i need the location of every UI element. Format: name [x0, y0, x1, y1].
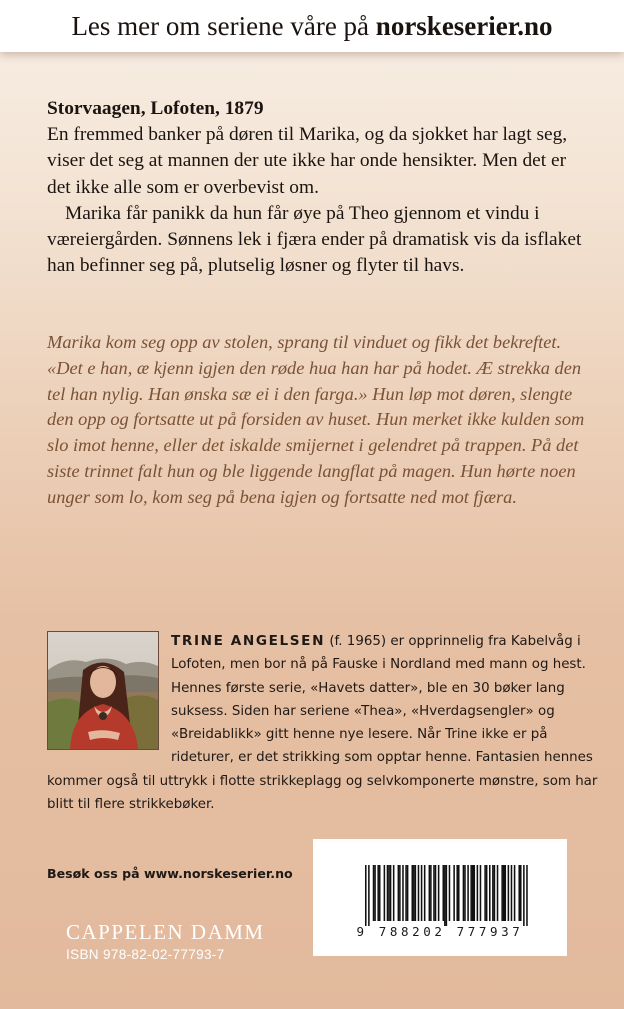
barcode-bar: [418, 865, 420, 921]
visit-website-text: Besøk oss på www.norskeserier.no: [47, 866, 293, 881]
barcode-bar: [458, 865, 460, 921]
barcode-bar: [373, 865, 375, 921]
blurb-paragraph-2: Marika får panikk da hun får øye på Theo gjennom et vindu i væreiergården. Sønnens lek i fjæra ender på dramatisk vis da isflaket han befinner seg på, plutselig løsner og flyter til havs.: [47, 202, 582, 277]
publisher-logo: CAPPELEN DAMM: [66, 920, 265, 944]
blurb-paragraph-1: En fremmed banker på døren til Marika, og da sjokket har lagt seg, viser det seg at mannen der ute ikke har onde hensikter. Men det er det ikke alle som er overbevist om.: [47, 124, 568, 198]
barcode-bar: [399, 865, 401, 921]
barcode-bar: [489, 865, 491, 921]
barcode-bar: [456, 865, 458, 921]
barcode-bar: [503, 865, 505, 921]
barcode-bar: [467, 865, 469, 921]
barcode-bar: [387, 865, 389, 921]
author-bio-text: (f. 1965) er opprinnelig fra Kabelvåg i Lofoten, men bor nå på Fauske i Nordland med mann og hest. Hennes første serie, «Havets datter», ble en 30 bøker lang suksess. Siden har seriene «Thea», «Hverdagsengler» og «Breidablikk» gitt henne nye lesere. Når Trine ikke er på rideturer, er det strikking som opptar henne. Fantasien hennes kommer også til uttrykk i flotte strikkeplagg og selvkomponerte mønstre, som har blitt til flere strikkebøker.: [47, 634, 598, 813]
blurb-heading: Storvaagen, Lofoten, 1879: [47, 98, 264, 119]
barcode-bar: [446, 865, 448, 926]
barcode-bar: [368, 865, 370, 926]
barcode-bar: [435, 865, 437, 921]
banner-text: Les mer om seriene våre på: [71, 11, 376, 41]
barcode-bar: [379, 865, 381, 921]
barcode-bar: [415, 865, 417, 921]
barcode-bar: [464, 865, 466, 921]
barcode-bar: [443, 865, 445, 921]
barcode-bar: [484, 865, 486, 921]
barcode-bar: [453, 865, 455, 921]
barcode-bar: [390, 865, 392, 921]
author-name: TRINE ANGELSEN: [171, 633, 326, 649]
barcode-bar: [511, 865, 513, 921]
barcode-bar: [480, 865, 482, 921]
photo-spacer: [47, 630, 171, 748]
banner-site[interactable]: norskeserier.no: [375, 11, 553, 41]
barcode-bar: [388, 865, 390, 921]
barcode-panel: [313, 839, 567, 956]
barcode-bar: [365, 865, 367, 926]
book-excerpt: Marika kom seg opp av stolen, sprang til vinduet og fikk det bekreftet. «Det e han, æ kjenn igjen den røde hua han har på hodet. Æ strekka den tel han nylig. Han ønska sæ ei i den farga.» Hun løp mot døren, slengte den opp og fortsatte ut på forsiden av huset. Hun merket ikke kulden som slo imot henne, eller det iskalde smijernet i gelendret på trappen. På det siste trinnet falt hun og ble liggende langflat på magen. Hun hørte noen unger som lo, kom seg på bena igjen og fortsatte ned mot fjæra.: [47, 332, 585, 507]
barcode-bar: [494, 865, 496, 921]
barcode-bar: [501, 865, 503, 921]
barcode-bar: [470, 865, 472, 921]
barcode-bar: [449, 865, 451, 921]
barcode-bar: [430, 865, 432, 921]
barcode-bar: [523, 865, 525, 926]
barcode-bar: [424, 865, 426, 921]
barcode-bar: [463, 865, 465, 921]
barcode-bar: [438, 865, 440, 921]
series-banner: [0, 0, 624, 52]
barcode-bar: [433, 865, 435, 921]
barcode-bar: [497, 865, 499, 921]
barcode-bar: [407, 865, 409, 921]
barcode-bar: [477, 865, 479, 921]
barcode-number: 9 788202 777937: [356, 924, 524, 939]
barcode-bar: [377, 865, 379, 921]
barcode-bar: [492, 865, 494, 921]
barcode-bar: [402, 865, 404, 921]
barcode-bar: [393, 865, 395, 921]
barcode-bar: [526, 865, 528, 926]
back-cover-blurb: [47, 96, 587, 279]
barcode-bar: [518, 865, 520, 921]
barcode-bar: [486, 865, 488, 921]
barcode-bar: [508, 865, 510, 921]
barcode-bar: [398, 865, 400, 921]
barcode-bar: [472, 865, 474, 921]
barcode-bar: [444, 865, 446, 926]
barcode-bar: [374, 865, 376, 921]
barcode-bar: [429, 865, 431, 921]
barcode-bar: [474, 865, 476, 921]
barcode-bar: [384, 865, 386, 921]
barcode-bar: [421, 865, 423, 921]
barcode-bar: [405, 865, 407, 921]
isbn-text: ISBN 978-82-02-77793-7: [66, 947, 225, 962]
barcode-bar: [514, 865, 516, 921]
author-bio: [47, 630, 602, 816]
barcode-bar: [413, 865, 415, 921]
barcode-bar: [520, 865, 522, 921]
barcode-bar: [412, 865, 414, 921]
barcode-bar: [505, 865, 507, 921]
